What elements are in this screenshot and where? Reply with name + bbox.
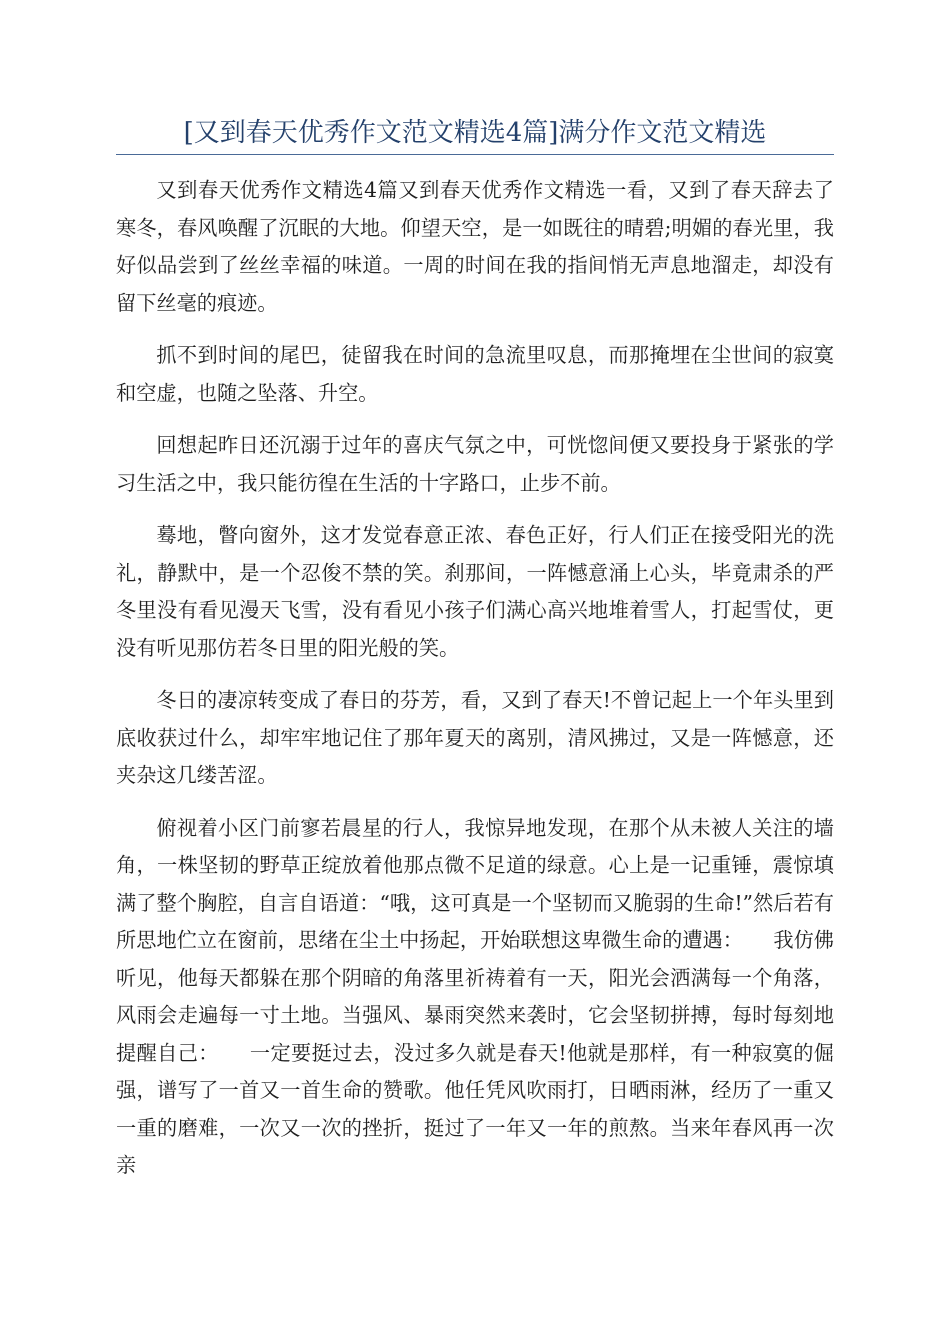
paragraph: 冬日的凄凉转变成了春日的芬芳，看，又到了春天!不曾记起上一个年头里到底收获过什么，却牢牢地记住了那年夏天的离别，清风拂过，又是一阵憾意，还夹杂这几缕苦涩。 [116, 688, 834, 787]
title-underline [116, 154, 834, 155]
paragraph: 回想起昨日还沉溺于过年的喜庆气氛之中，可恍惚间便又要投身于紧张的学习生活之中，我只能彷徨在生活的十字路口，止步不前。 [116, 433, 834, 495]
document-title: [又到春天优秀作文范文精选4篇]满分作文范文精选 [183, 118, 767, 148]
paragraph: 抓不到时间的尾巴，徒留我在时间的急流里叹息，而那掩埋在尘世间的寂寞和空虚，也随之坠落、升空。 [116, 343, 834, 405]
paragraph: 又到春天优秀作文精选4篇又到春天优秀作文精选一看，又到了春天辞去了寒冬，春风唤醒了沉眠的大地。仰望天空，是一如既往的晴碧;明媚的春光里，我好似品尝到了丝丝幸福的味道。一周的时间在我的指间悄无声息地溜走，却没有留下丝毫的痕迹。 [116, 178, 834, 315]
document-body [116, 172, 834, 1200]
paragraph: 蓦地，瞥向窗外，这才发觉春意正浓、春色正好，行人们正在接受阳光的洗礼，静默中，是一个忍俊不禁的笑。刹那间，一阵憾意涌上心头，毕竟肃杀的严冬里没有看见漫天飞雪，没有看见小孩子们满心高兴地堆着雪人，打起雪仗，更没有听见那仿若冬日里的阳光般的笑。 [116, 523, 834, 660]
paragraph: 俯视着小区门前寥若晨星的行人，我惊异地发现，在那个从未被人关注的墙角，一株坚韧的野草正绽放着他那点微不足道的绿意。心上是一记重锤，震惊填满了整个胸腔，自言自语道：“哦，这可真是一个坚韧而又脆弱的生命!”然后若有所思地伫立在窗前，思绪在尘土中扬起，开始联想这卑微生命的遭遇： 我仿佛听见，他每天都躲在那个阴暗的角落里祈祷着有一天，阳光会洒满每一个角落，风雨会走遍每一寸土地。当强风、暴雨突然来袭时，它会坚韧拼搏，每时每刻地提醒自己： 一定要挺过去，没过多久就是春天!他就是那样，有一种寂寞的倔强，谱写了一首又一首生命的赞歌。他任凭风吹雨打，日晒雨淋，经历了一重又一重的磨难，一次又一次的挫折，挺过了一年又一年的煎熬。当来年春风再一次亲 [116, 815, 834, 1177]
